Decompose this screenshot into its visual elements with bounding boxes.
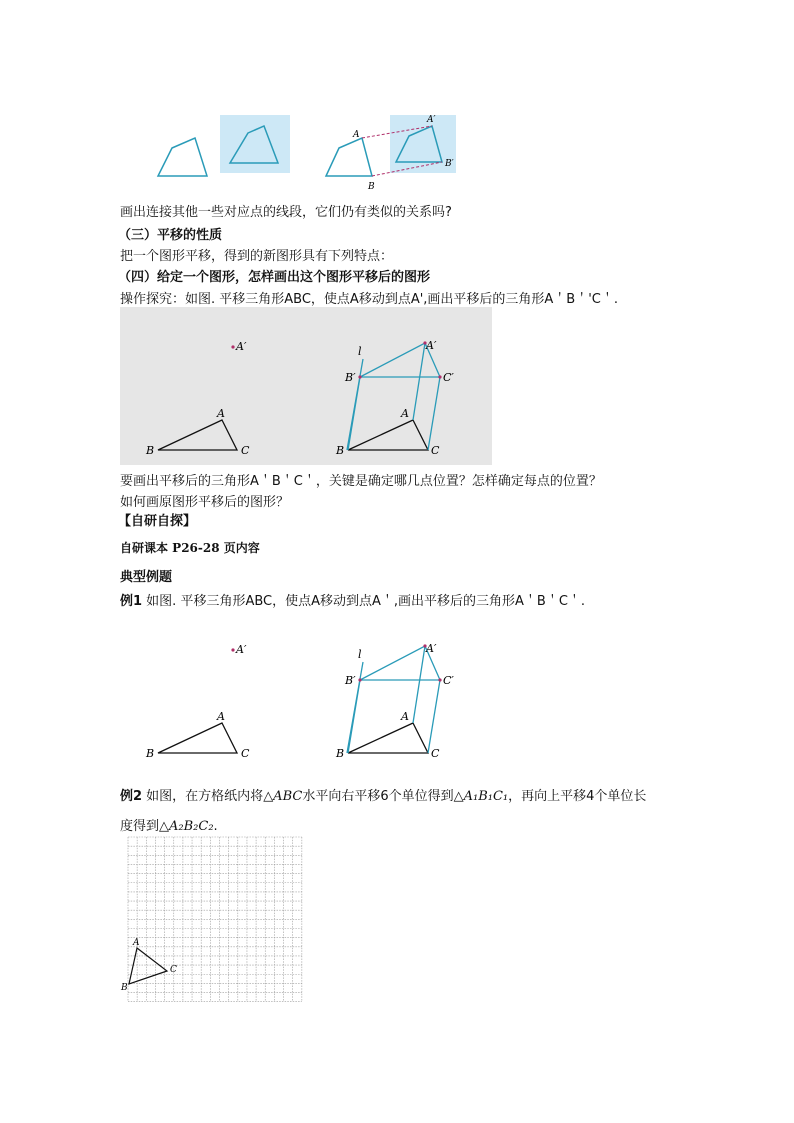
triangle-abc-right [348, 723, 428, 753]
triangle-abc-symbol: △ABC [263, 789, 303, 804]
question-text-2: 要画出平移后的三角形A＇B＇C＇，关键是确定哪几点位置？怎样确定每点的位置？ [120, 474, 602, 489]
example-1-body: 如图. 平移三角形ABC，使点A移动到点A＇,画出平移后的三角形A＇B＇C＇. [142, 594, 586, 609]
self-study-heading: 【自研自探】 [118, 514, 197, 529]
segment-bb-prime [348, 680, 360, 753]
example-2-body-c: ，再向上平移4个单位长 [508, 789, 647, 804]
label-b-prime: B′ [345, 674, 356, 687]
grid-label-b: B [121, 983, 128, 993]
label-c-prime: C′ [443, 371, 454, 384]
point-a-prime [231, 345, 234, 348]
grid-label-c: C [170, 965, 177, 975]
point-b-prime [358, 375, 361, 378]
property-intro-text: 把一个图形平移，得到的新图形具有下列特点： [120, 249, 394, 264]
section-heading-4: （四）给定一个图形，怎样画出这个图形平移后的图形 [118, 270, 431, 285]
triangle-a2b2c2-symbol: △A₂B₂C₂ [159, 819, 214, 834]
triangle-translation-figure [120, 610, 492, 768]
example-2-label: 例2 [120, 789, 143, 804]
point-c-prime [438, 678, 441, 681]
question-text-1: 画出连接其他一些对应点的线段，它们仍有类似的关系吗? [120, 205, 452, 220]
label-b-prime: B′ [345, 371, 356, 384]
section-heading-3: （三）平移的性质 [118, 228, 223, 243]
explore-text: 操作探究：如图. 平移三角形ABC，使点A移动到点A',画出平移后的三角形A＇B＇'C＇. [120, 292, 619, 307]
label-a-prime: A′ [236, 643, 247, 656]
label-a-right: A [401, 407, 409, 420]
original-quadrilateral [158, 138, 207, 176]
label-l: l [358, 345, 362, 358]
label-a-prime: A′ [427, 115, 436, 125]
label-a-prime-right: A′ [426, 642, 437, 655]
label-c-prime: C′ [443, 674, 454, 687]
label-b: B [146, 444, 155, 457]
label-a-prime: A′ [236, 340, 247, 353]
label-b-right: B [336, 747, 345, 760]
grid-triangle-abc [129, 948, 167, 984]
label-a: A [217, 407, 225, 420]
example-2-body-b: 水平向右平移6个单位得到 [302, 789, 454, 804]
label-b: B [146, 747, 155, 760]
grid-label-a: A [133, 938, 140, 948]
question-text-3: 如何画原图形平移后的图形？ [120, 495, 290, 510]
shaded-region-1 [220, 115, 290, 173]
typical-examples-heading: 典型例题 [120, 570, 173, 585]
label-c-right: C [431, 444, 440, 457]
segment-cc-prime [428, 680, 440, 753]
quadrilateral-translation-figure [150, 110, 470, 195]
grid-lines [128, 837, 302, 1002]
point-a-prime [231, 648, 234, 651]
triangle-a1b1c1-symbol: △A₁B₁C₁ [453, 789, 509, 804]
triangle-abc [158, 723, 237, 753]
label-a: A [217, 710, 225, 723]
example-1-label: 例1 [120, 594, 143, 609]
label-c: C [241, 747, 250, 760]
point-b-prime [358, 678, 361, 681]
example-2-body-a: 如图，在方格纸内将 [142, 789, 264, 804]
label-b-right: B [336, 444, 345, 457]
label-l: l [358, 648, 362, 661]
triangle-translation-figure-shaded [120, 307, 492, 465]
textbook-reference: 自研课本 P26-28 页内容 [120, 541, 260, 555]
example-2-body-d: 度得到 [120, 819, 160, 834]
label-c: C [241, 444, 250, 457]
example-2-body-e: . [213, 819, 218, 834]
example-1-text [120, 594, 585, 610]
quadrilateral-abcd [326, 138, 372, 176]
label-a-prime-right: A′ [426, 339, 437, 352]
grid-paper-figure [120, 833, 312, 1005]
segment-aa-prime [413, 646, 425, 723]
label-b: B [368, 182, 375, 192]
label-a: A [353, 130, 360, 140]
point-c-prime [438, 375, 441, 378]
example-2-text [120, 789, 646, 805]
label-b-prime: B′ [445, 159, 454, 169]
label-c-right: C [431, 747, 440, 760]
label-a-right: A [401, 710, 409, 723]
